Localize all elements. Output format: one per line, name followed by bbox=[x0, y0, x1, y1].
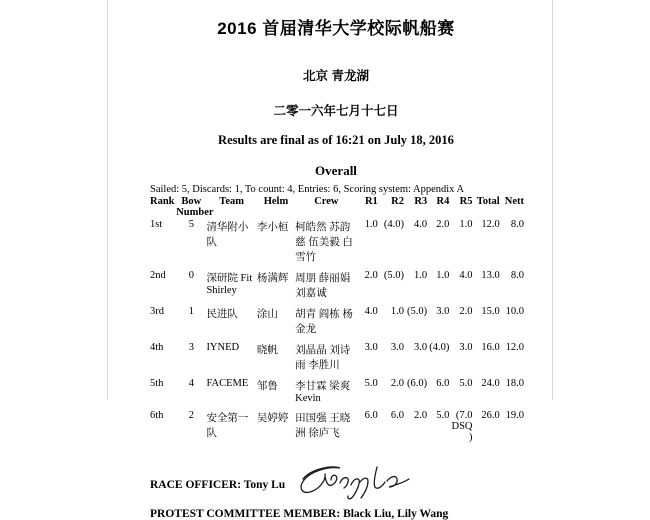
cell-r5: 2.0 bbox=[459, 306, 473, 317]
cell-total: 12.0 bbox=[481, 219, 500, 230]
header-team: Team bbox=[219, 196, 244, 207]
header-r2: R2 bbox=[391, 196, 404, 207]
cell-r5: 4.0 bbox=[459, 270, 473, 281]
event-date: 二零一六年七月十七日 bbox=[273, 104, 399, 118]
cell-r2: 1.0 bbox=[390, 306, 404, 317]
table-row bbox=[150, 341, 524, 377]
cell-r4: 2.0 bbox=[436, 219, 450, 230]
cell-r2: (5.0) bbox=[383, 270, 404, 281]
header-r5: R5 bbox=[459, 196, 473, 207]
cell-r1: 4.0 bbox=[364, 306, 378, 317]
table-row bbox=[150, 377, 524, 409]
cell-rank: 3rd bbox=[150, 306, 164, 317]
cell-crew: 胡青 阎栋 杨金龙 bbox=[295, 309, 353, 335]
cell-rank: 2nd bbox=[150, 270, 166, 281]
cell-total: 24.0 bbox=[481, 378, 500, 389]
cell-nett: 18.0 bbox=[505, 378, 524, 389]
signature-image bbox=[295, 461, 413, 504]
cell-helm: 涂山 bbox=[256, 309, 278, 320]
cell-rank: 5th bbox=[150, 378, 164, 389]
cell-nett: 19.0 bbox=[505, 410, 524, 421]
cell-team: FACEME bbox=[206, 378, 249, 389]
page-title: 2016 首届清华大学校际帆船赛 bbox=[217, 19, 455, 38]
cell-bow: 3 bbox=[188, 342, 194, 353]
cell-nett: 8.0 bbox=[510, 270, 524, 281]
cell-team: 民进队 bbox=[206, 309, 238, 320]
cell-r1: 6.0 bbox=[364, 410, 378, 421]
header-r3: R3 bbox=[414, 196, 428, 207]
race-officer-label: RACE OFFICER: Tony Lu bbox=[150, 479, 286, 491]
cell-r2: 2.0 bbox=[390, 378, 404, 389]
cell-bow: 1 bbox=[188, 306, 194, 317]
cell-r3: 1.0 bbox=[414, 270, 428, 281]
cell-r5: 1.0 bbox=[459, 219, 473, 230]
cell-r4: (4.0) bbox=[429, 342, 450, 353]
results-document-page bbox=[107, 0, 553, 520]
cell-r3: (6.0) bbox=[407, 378, 428, 389]
cell-r3: (5.0) bbox=[407, 306, 428, 317]
table-header-row bbox=[150, 196, 524, 218]
cell-r3: 4.0 bbox=[414, 219, 428, 230]
results-final-note: Results are final as of 16:21 on July 18, 2016 bbox=[218, 133, 454, 147]
cell-total: 26.0 bbox=[481, 410, 500, 421]
table-row bbox=[150, 305, 524, 341]
header-helm: Helm bbox=[263, 196, 289, 207]
cell-r4: 3.0 bbox=[436, 306, 450, 317]
cell-crew: 柯皓然 苏韵慈 伍美毅 白雪竹 bbox=[295, 222, 353, 263]
cell-crew: 刘晶晶 刘诗雨 李胜川 bbox=[295, 345, 351, 371]
cell-bow: 2 bbox=[188, 410, 194, 421]
cell-bow: 5 bbox=[188, 219, 194, 230]
cell-r2: 6.0 bbox=[390, 410, 404, 421]
cell-nett: 10.0 bbox=[505, 306, 524, 317]
header-r4: R4 bbox=[436, 196, 450, 207]
cell-r3: 2.0 bbox=[414, 410, 428, 421]
cell-r5: (7.0 DSQ) bbox=[451, 410, 473, 443]
cell-bow: 0 bbox=[188, 270, 194, 281]
tony-lu-signature-icon bbox=[295, 461, 413, 501]
cell-r3: 3.0 bbox=[414, 342, 428, 353]
cell-total: 16.0 bbox=[481, 342, 500, 353]
cell-r1: 5.0 bbox=[364, 378, 378, 389]
cell-r1: 1.0 bbox=[364, 219, 378, 230]
table-row bbox=[150, 409, 524, 448]
table-row bbox=[150, 218, 524, 269]
cell-rank: 4th bbox=[150, 342, 164, 353]
header-nett: Nett bbox=[504, 196, 524, 207]
race-officer-line bbox=[150, 468, 522, 502]
cell-rank: 1st bbox=[150, 219, 163, 230]
results-table-body bbox=[150, 218, 524, 448]
cell-helm: 邹鲁 bbox=[256, 381, 278, 392]
cell-nett: 12.0 bbox=[505, 342, 524, 353]
header-r1: R1 bbox=[364, 196, 378, 207]
cell-r4: 5.0 bbox=[436, 410, 450, 421]
cell-r5: 5.0 bbox=[459, 378, 473, 389]
cell-r4: 6.0 bbox=[436, 378, 450, 389]
cell-r1: 2.0 bbox=[364, 270, 378, 281]
cell-team: 深研院 Fit Shirley bbox=[206, 273, 253, 296]
cell-crew: 李甘霖 梁爽 Kevin bbox=[295, 381, 351, 404]
header-total: Total bbox=[476, 196, 500, 207]
header-bow: Bow Number bbox=[176, 196, 214, 218]
cell-helm: 杨满辉 bbox=[256, 273, 289, 284]
cell-bow: 4 bbox=[188, 378, 194, 389]
results-table bbox=[150, 196, 524, 448]
cell-team: 清华附小队 bbox=[206, 222, 249, 248]
section-title-overall: Overall bbox=[315, 163, 357, 178]
header-crew: Crew bbox=[314, 196, 339, 207]
cell-r5: 3.0 bbox=[459, 342, 473, 353]
cell-rank: 6th bbox=[150, 410, 164, 421]
footer bbox=[150, 468, 522, 520]
cell-crew: 周朋 薛丽娟 刘嘉诚 bbox=[295, 273, 351, 299]
cell-crew: 田国强 王晓洲 徐庐飞 bbox=[295, 413, 351, 439]
cell-nett: 8.0 bbox=[510, 219, 524, 230]
cell-helm: 李小桓 bbox=[256, 222, 289, 233]
cell-total: 13.0 bbox=[481, 270, 500, 281]
cell-r1: 3.0 bbox=[364, 342, 378, 353]
cell-helm: 吴婷婷 bbox=[256, 413, 289, 424]
cell-r2: (4.0) bbox=[383, 219, 404, 230]
event-location: 北京 青龙湖 bbox=[303, 69, 369, 83]
table-row bbox=[150, 269, 524, 305]
cell-team: IYNED bbox=[206, 342, 240, 353]
cell-r4: 1.0 bbox=[436, 270, 450, 281]
cell-helm: 晓帆 bbox=[256, 345, 278, 356]
series-summary: Sailed: 5, Discards: 1, To count: 4, Entries: 6, Scoring system: Appendix A bbox=[150, 184, 465, 195]
cell-team: 安全第一队 bbox=[206, 413, 249, 439]
cell-total: 15.0 bbox=[481, 306, 500, 317]
cell-r2: 3.0 bbox=[390, 342, 404, 353]
protest-committee-line: PROTEST COMMITTEE MEMBER: Black Liu, Lily Wang bbox=[150, 508, 449, 520]
header-rank: Rank bbox=[150, 196, 175, 207]
